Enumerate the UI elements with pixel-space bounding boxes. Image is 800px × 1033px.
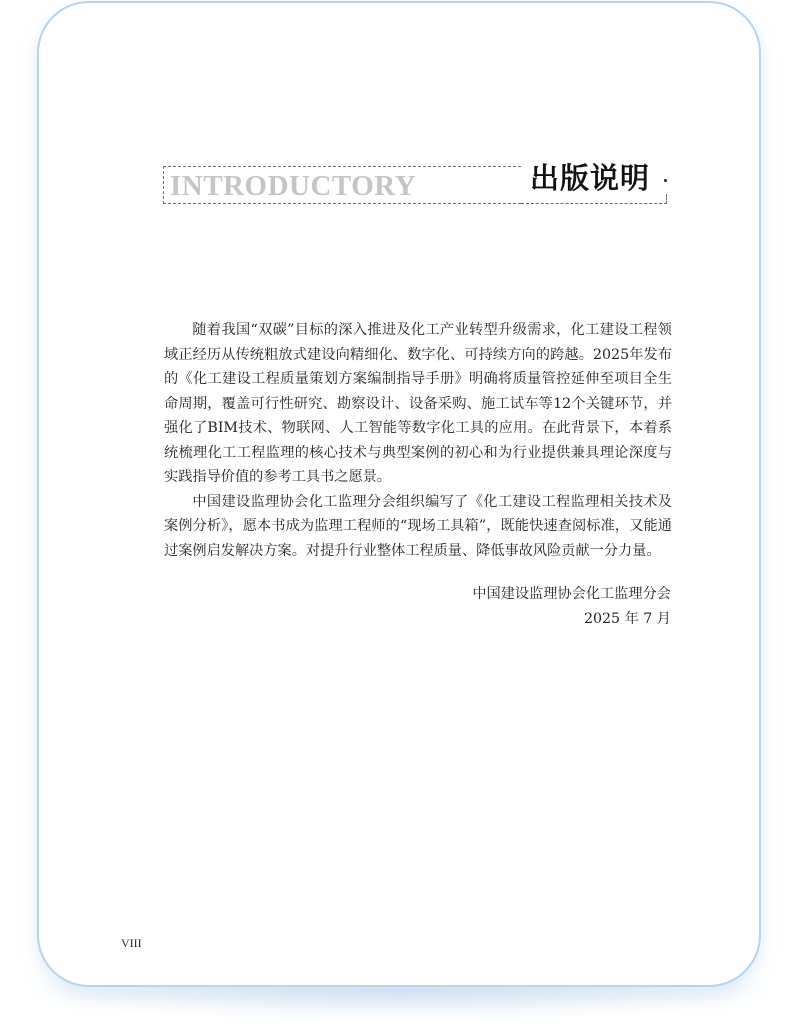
- body-text: [164, 318, 672, 563]
- page-number: VIII: [121, 936, 142, 950]
- heading-english: INTRODUCTORY: [170, 170, 417, 202]
- paragraph-2: 中国建设监理协会化工监理分会组织编写了《化工建设工程监理相关技术及案例分析》，愿本书成为监理工程师的“现场工具箱”，既能快速查阅标准，又能通过案例启发解决方案。对提升行业整体工程质量、降低事故风险贡献一分力量。: [164, 493, 672, 559]
- signature-organization: 中国建设监理协会化工监理分会: [472, 586, 671, 602]
- heading-chinese: 出版说明: [530, 161, 651, 195]
- paragraph-1: 随着我国“双碳”目标的深入推进及化工产业转型升级需求，化工建设工程领域正经历从传统粗放式建设向精细化、数字化、可持续方向的跨越。2025年发布的《化工建设工程质量策划方案编制指导手册》明确将质量管控延伸至项目全生命周期，覆盖可行性研究、勘察设计、设备采购、施工试车等12个关键环节，并强化了BIM技术、物联网、人工智能等数字化工具的应用。在此背景下，本着系统梳理化工工程监理的核心技术与典型案例的初心和为行业提供兼具理论深度与实践指导价值的参考工具书之愿景。: [164, 322, 672, 485]
- heading-dot-ornament: [664, 179, 667, 182]
- signature-date: 2025 年 7 月: [583, 611, 671, 627]
- signature-block: [472, 582, 671, 632]
